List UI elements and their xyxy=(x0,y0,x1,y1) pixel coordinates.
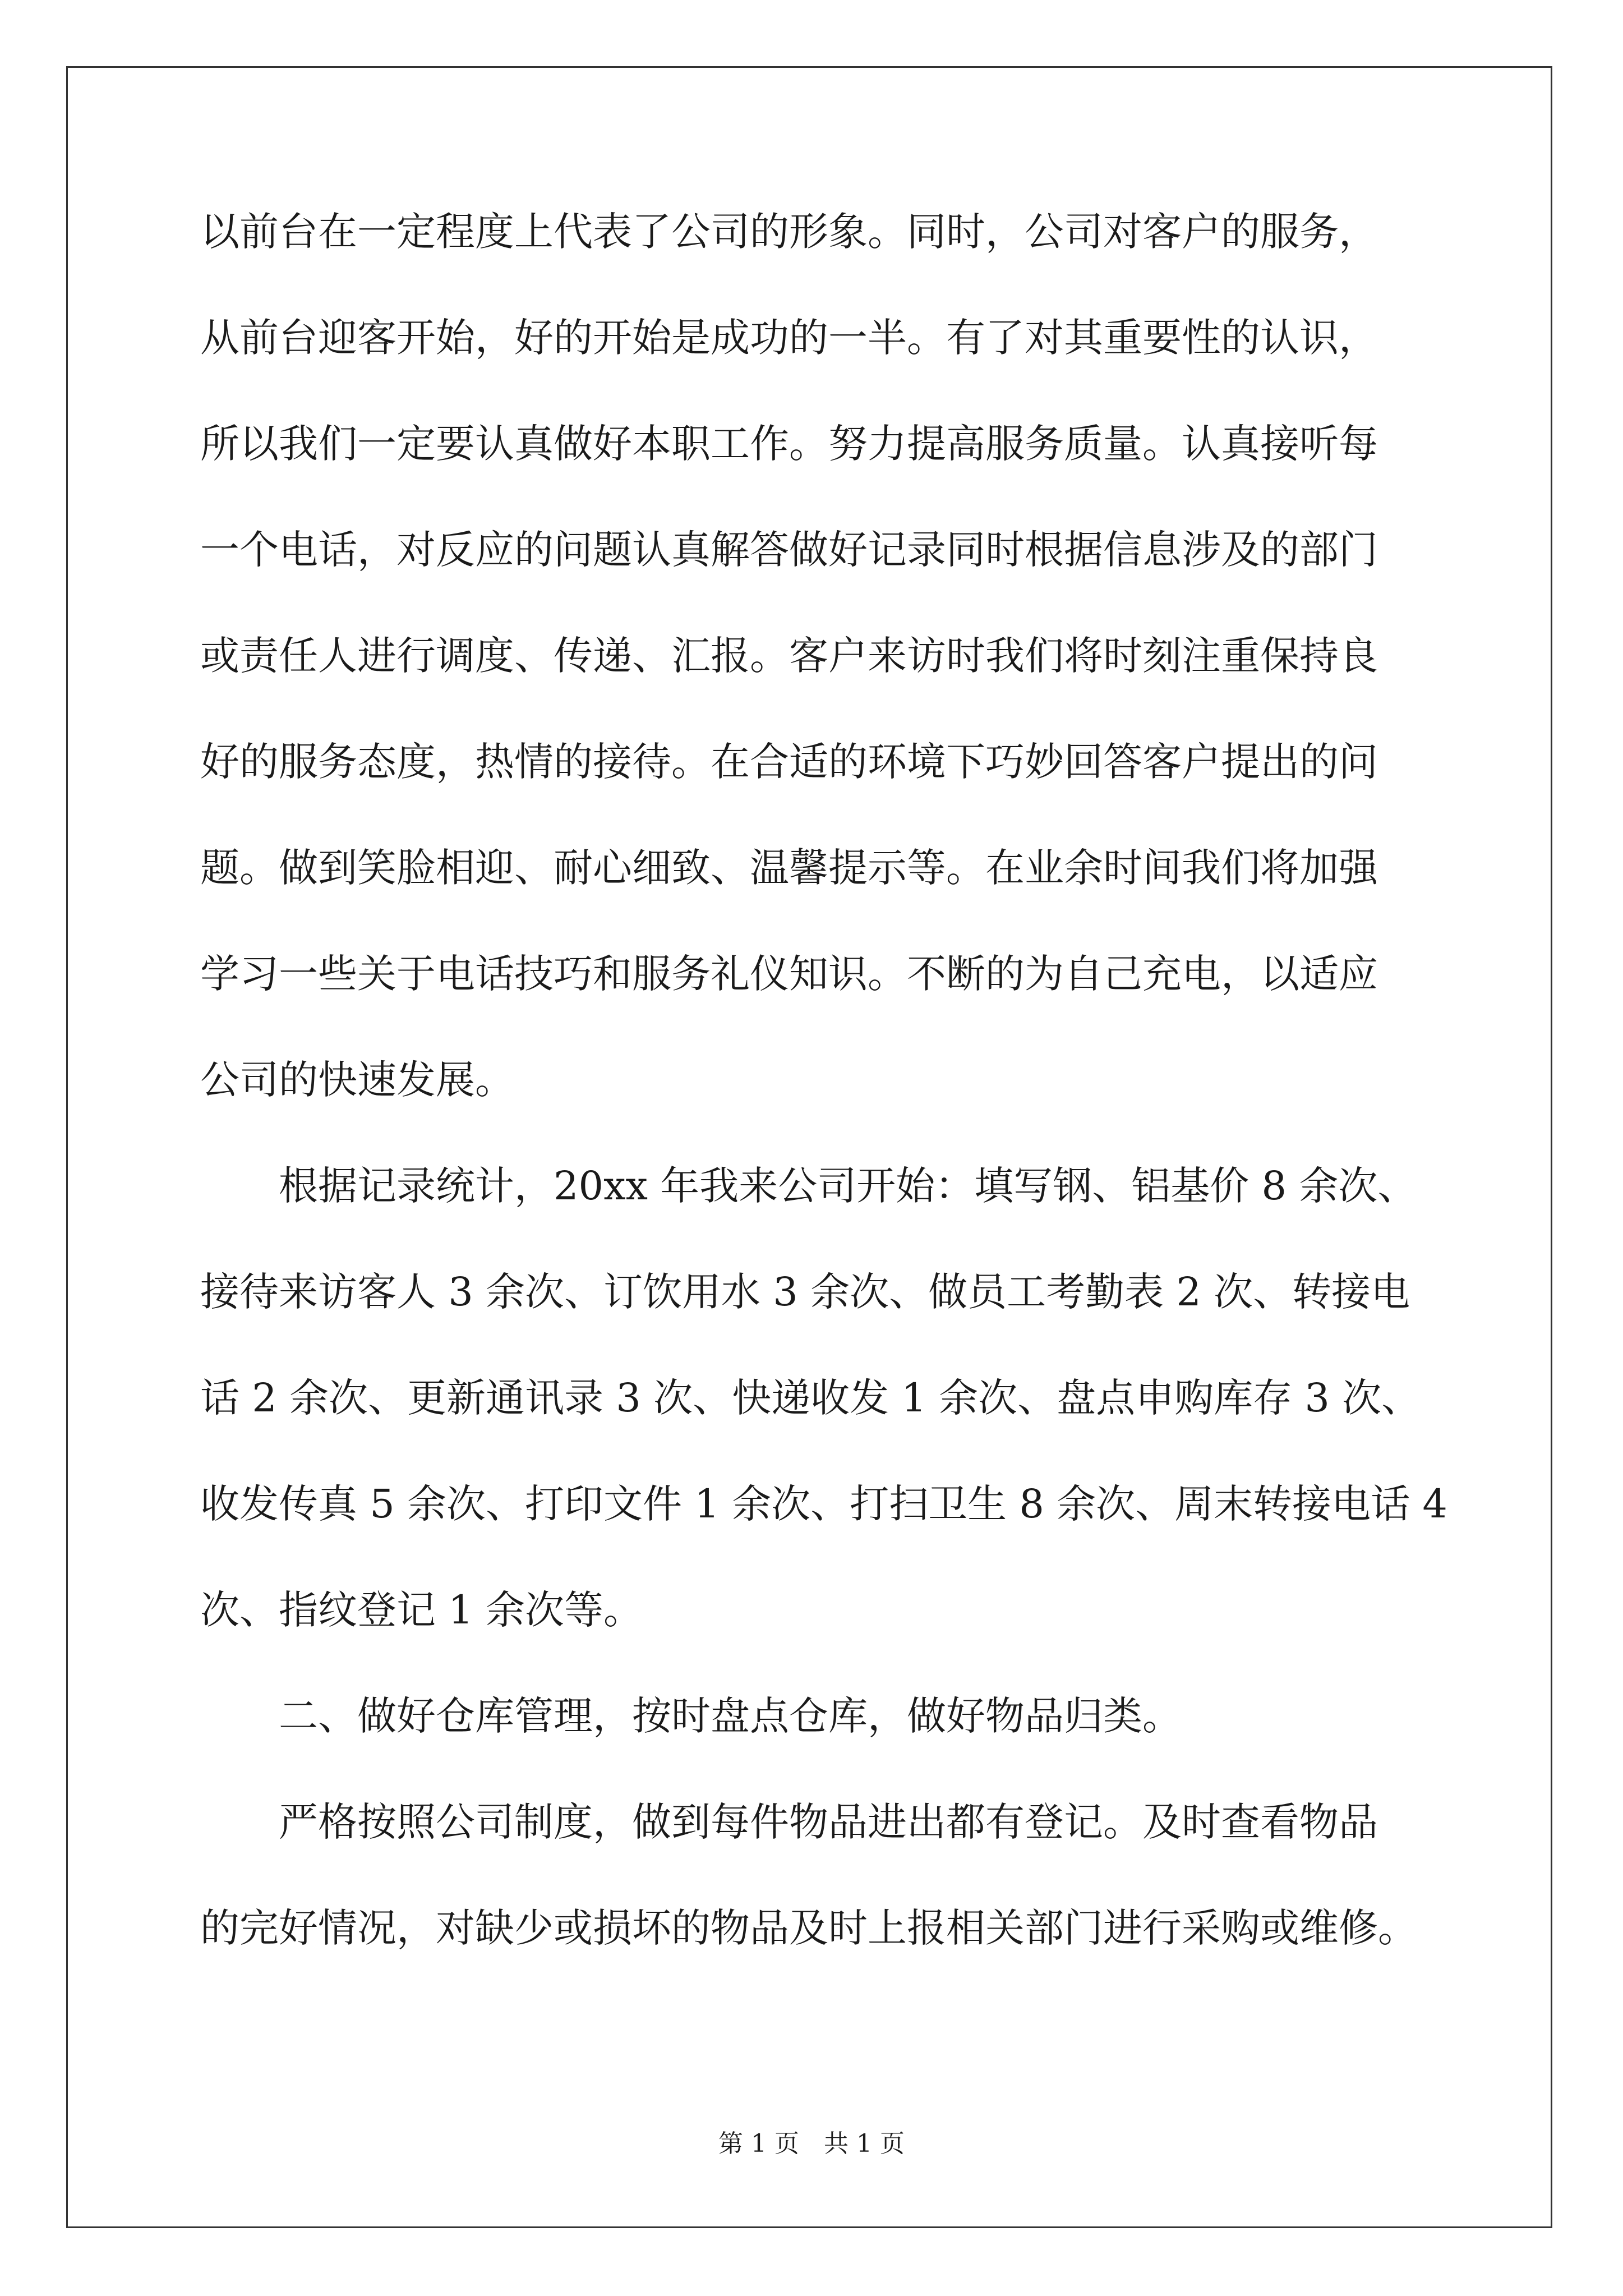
text-line: 一个电话，对反应的问题认真解答做好记录同时根据信息涉及的部门 xyxy=(200,527,1378,573)
text-line: 公司的快速发展。 xyxy=(200,1057,514,1103)
text-line: 次、指纹登记 1 余次等。 xyxy=(200,1587,643,1633)
text-line: 以前台在一定程度上代表了公司的形象。同时，公司对客户的服务， xyxy=(200,209,1378,255)
text-line: 话 2 余次、更新通讯录 3 次、快递收发 1 余次、盘点申购库存 3 次、 xyxy=(200,1375,1421,1421)
text-line: 接待来访客人 3 余次、订饮用水 3 余次、做员工考勤表 2 次、转接电 xyxy=(200,1269,1410,1315)
section-heading: 二、做好仓库管理，按时盘点仓库，做好物品归类。 xyxy=(200,1693,1182,1739)
text-line: 好的服务态度，热情的接待。在合适的环境下巧妙回答客户提出的问 xyxy=(200,739,1378,785)
text-line: 或责任人进行调度、传递、汇报。客户来访时我们将时刻注重保持良 xyxy=(200,633,1378,679)
page-number-footer: 第 1 页 共 1 页 xyxy=(718,2129,905,2158)
text-line: 题。做到笑脸相迎、耐心细致、温馨提示等。在业余时间我们将加强 xyxy=(200,845,1378,891)
text-line: 所以我们一定要认真做好本职工作。努力提高服务质量。认真接听每 xyxy=(200,421,1378,467)
text-line: 学习一些关于电话技巧和服务礼仪知识。不断的为自己充电，以适应 xyxy=(200,951,1378,997)
text-line: 从前台迎客开始，好的开始是成功的一半。有了对其重要性的认识， xyxy=(200,315,1378,361)
text-line: 收发传真 5 余次、打印文件 1 余次、打扫卫生 8 余次、周末转接电话 4 xyxy=(200,1481,1447,1527)
document-body xyxy=(200,209,1447,2014)
text-line: 的完好情况，对缺少或损坏的物品及时上报相关部门进行采购或维修。 xyxy=(200,1905,1417,1951)
text-line: 严格按照公司制度，做到每件物品进出都有登记。及时查看物品 xyxy=(200,1799,1378,1845)
text-line: 根据记录统计，20xx 年我来公司开始：填写钢、铝基价 8 余次、 xyxy=(200,1163,1417,1209)
